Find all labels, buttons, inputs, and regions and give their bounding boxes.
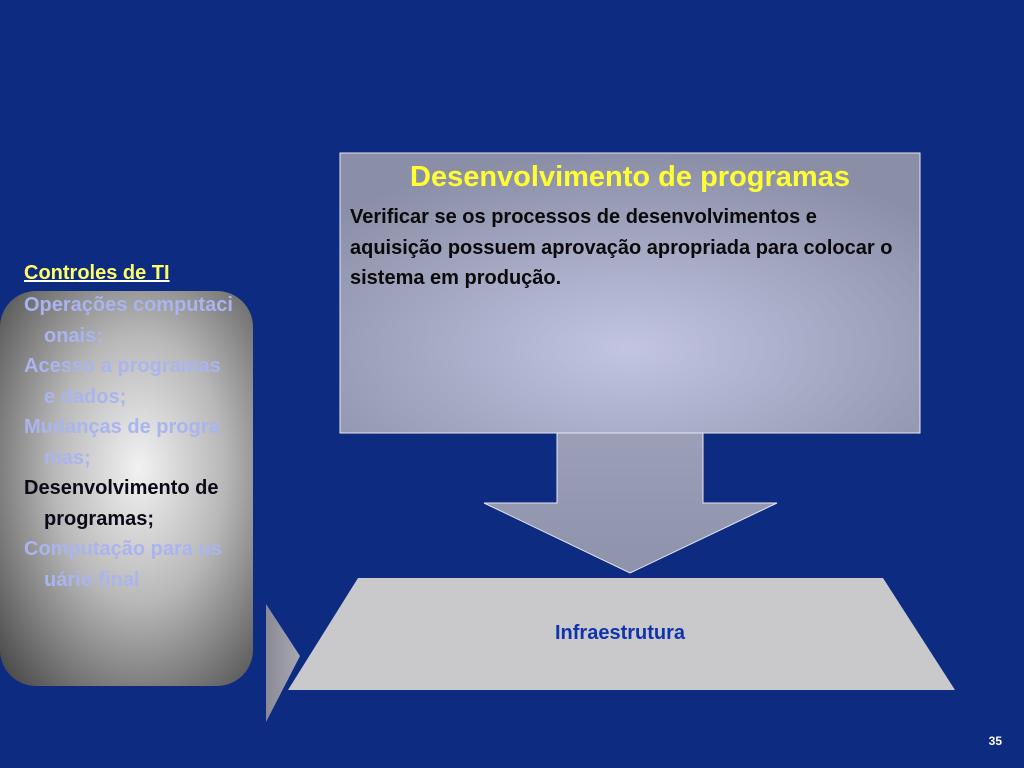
down-arrow	[484, 430, 777, 573]
chevron-arrow	[266, 604, 300, 722]
main-box-title: Desenvolvimento de programas	[410, 161, 850, 193]
sidebar-item-computacao: Computação para usuário final	[24, 538, 222, 591]
infrastructure-label: Infraestrutura	[554, 622, 686, 644]
sidebar-item-mudancas: Mudanças de programas;	[24, 416, 220, 469]
main-box-text: Verificar se os processos de desenvolvimentos e aquisição possuem aprovação apropriada para colocar o sistema em produção.	[350, 206, 893, 289]
sidebar-list	[24, 290, 234, 595]
sidebar-item-operacoes: Operações computacionais;	[24, 294, 233, 347]
sidebar-item-acesso: Acesso a programas e dados;	[24, 355, 221, 408]
sidebar-title: Controles de TI	[24, 262, 170, 284]
page-number: 35	[988, 734, 1002, 748]
sidebar-item-desenvolvimento: Desenvolvimento de programas;	[24, 477, 219, 530]
